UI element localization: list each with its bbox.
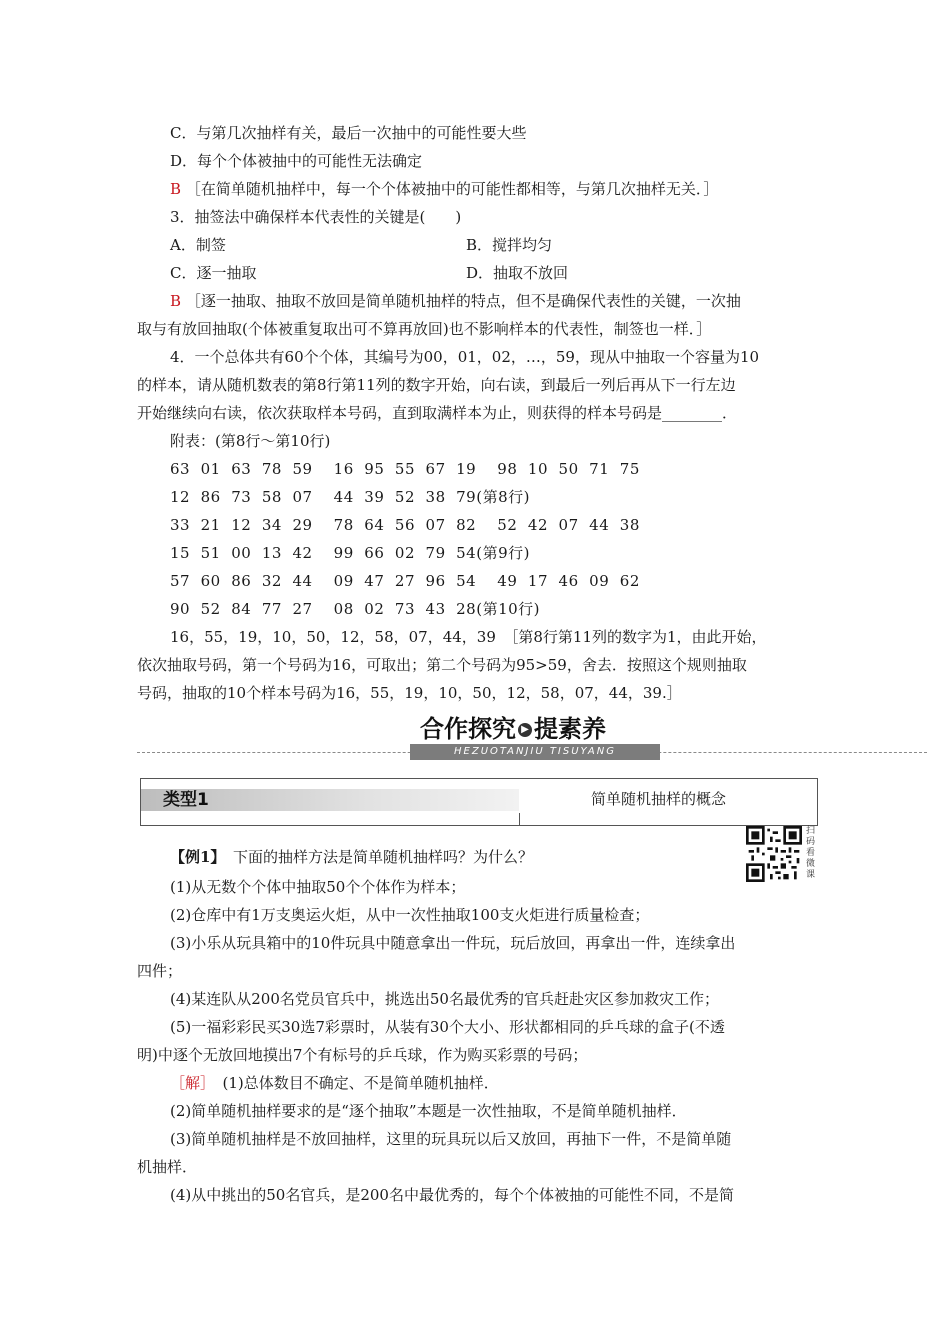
type-label: 类型1: [163, 790, 209, 810]
answer-text: ［逐一抽取、抽取不放回是简单随机抽样的特点，但不是确保代表性的关键，一次抽: [185, 292, 741, 310]
random-table-row: 12 86 73 58 07 44 39 52 38 79(第8行): [170, 488, 530, 506]
example-item: (1)从无数个个体中抽取50个个体作为样本；: [170, 878, 466, 896]
answer-4: 16，55，19，10，50，12，58，07，44，39 ［第8行第11列的数字为1，由此开始，: [170, 628, 767, 646]
solution-tag: ［解］: [170, 1074, 208, 1092]
qr-caption: 扫码看微课: [806, 826, 816, 880]
example-item: (5)一福彩彩民买30选7彩票时，从装有30个大小、形状都相同的乒乓球的盒子(不透: [170, 1018, 725, 1036]
example-item: (3)小乐从玩具箱中的10件玩具中随意拿出一件玩，玩后放回，再拿出一件，连续拿出: [170, 934, 736, 952]
option-c: C．逐一抽取: [170, 264, 257, 282]
random-table-row: 15 51 00 13 42 99 66 02 79 54(第9行): [170, 544, 530, 562]
example-question: 下面的抽样方法是简单随机抽样吗？为什么？: [232, 848, 533, 866]
type-title: 简单随机抽样的概念: [591, 790, 727, 808]
answer-4-cont: 号码，抽取的10个样本号码为16，55，19，10，50，12，58，07，44，39.］: [137, 684, 682, 702]
question-3: 3．抽签法中确保样本代表性的关键是( ): [170, 208, 462, 226]
solution-line: (3)简单随机抽样是不放回抽样，这里的玩具玩以后又放回，再抽下一件，不是简单随: [170, 1130, 732, 1148]
solution-line: (4)从中挑出的50名官兵，是200名中最优秀的，每个个体被抽的可能性不同，不是简: [170, 1186, 734, 1204]
type-divider: [519, 813, 520, 825]
example-item-cont: 四件；: [137, 962, 183, 980]
solution-line: [170, 1073, 499, 1093]
section-banner-subtitle: HEZUOTANJIU TISUYANG: [410, 744, 660, 760]
answer-letter: B: [170, 292, 182, 310]
question-4: 4．一个总体共有60个个体，其编号为00，01，02，…，59，现从中抽取一个容量为10: [170, 348, 760, 366]
answer-3: [170, 291, 741, 311]
section-banner-title: [420, 714, 660, 744]
banner-title-part2: 提素养: [534, 715, 606, 743]
table-title: 附表：(第8行～第10行): [170, 432, 331, 450]
option-c: C．与第几次抽样有关，最后一次抽中的可能性要大些: [170, 124, 527, 142]
question-4-cont: 开始继续向右读，依次获取样本号码，直到取满样本为止，则获得的样本号码是________．: [137, 404, 738, 422]
solution-line-cont: 机抽样．: [137, 1158, 198, 1176]
example-item: (4)某连队从200名党员官兵中，挑选出50名最优秀的官兵赶赴灾区参加救灾工作；: [170, 990, 719, 1008]
solution-text: (1)总体数目不确定、不是简单随机抽样．: [222, 1074, 499, 1092]
random-table-row: 33 21 12 34 29 78 64 56 07 82 52 42 07 44 38: [170, 516, 640, 534]
arrow-right-icon: ▶: [518, 723, 532, 737]
solution-line: (2)简单随机抽样要求的是“逐个抽取”本题是一次性抽取，不是简单随机抽样．: [170, 1102, 687, 1120]
qr-code-icon[interactable]: [746, 826, 802, 882]
example-tag: 【例1】: [170, 848, 218, 866]
example-item-cont: 明)中逐个无放回地摸出7个有标号的乒乓球，作为购买彩票的号码；: [137, 1046, 588, 1064]
random-table-row: 90 52 84 77 27 08 02 73 43 28(第10行): [170, 600, 541, 618]
answer-3-cont: 取与有放回抽取(个体被重复取出可不算再放回)也不影响样本的代表性，制签也一样．］: [137, 320, 712, 338]
example-heading: [170, 847, 533, 867]
banner-title-part1: 合作探究: [420, 715, 516, 743]
answer-text: ［在简单随机抽样中，每一个个体被抽中的可能性都相等，与第几次抽样无关．］: [185, 180, 719, 198]
random-table-row: 57 60 86 32 44 09 47 27 96 54 49 17 46 09 62: [170, 572, 640, 590]
question-4-cont: 的样本，请从随机数表的第8行第11列的数字开始，向右读，到最后一列后再从下一行左边: [137, 376, 736, 394]
option-a: A．制签: [170, 236, 226, 254]
example-item: (2)仓库中有1万支奥运火炬，从中一次性抽取100支火炬进行质量检查；: [170, 906, 650, 924]
option-d: D．抽取不放回: [466, 264, 569, 282]
answer-2: [170, 179, 718, 199]
type-header-box: [140, 778, 818, 826]
random-table-row: 63 01 63 78 59 16 95 55 67 19 98 10 50 71 75: [170, 460, 640, 478]
answer-4-cont: 依次抽取号码，第一个号码为16，可取出；第二个号码为95>59，舍去．按照这个规则抽取: [137, 656, 747, 674]
answer-letter: B: [170, 180, 182, 198]
option-d: D．每个个体被抽中的可能性无法确定: [170, 152, 423, 170]
option-b: B．搅拌均匀: [466, 236, 553, 254]
